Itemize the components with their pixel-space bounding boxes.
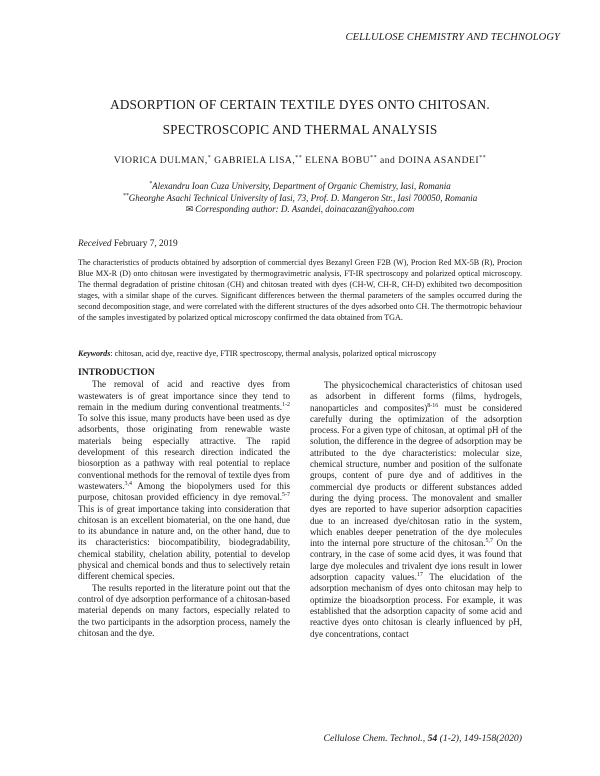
page-footer: [324, 733, 522, 744]
received-label: Received: [78, 239, 112, 249]
text-run: This is of great importance taking into consideration that chitosan is an excellent biomaterial, on the one hand, due to its abundance in nature and, on the other hand, due to its characteristics: biocompatibility, biodegradability, chemical stability, chelation ability, potential to develop physical and chemical bonds and thus to selectively retain different chemical species.: [78, 503, 290, 582]
citation: 17: [416, 572, 423, 579]
received-line: [78, 239, 178, 249]
text-run: The removal of acid and reactive dyes from wastewaters is of great importance since they tend to remain in the medium during conventional treatments.: [78, 379, 290, 412]
keywords: [78, 349, 538, 358]
affiliation-2-text: Gheorghe Asachi Technical University of Iasi, 73, Prof. D. Mangeron Str., Iasi 700050, Romania: [128, 192, 478, 203]
citation: 5,7: [485, 538, 494, 545]
author-2-mark: **: [295, 154, 303, 161]
author-4-mark: **: [479, 154, 487, 161]
abstract: The characteristics of products obtained by adsorption of commercial dyes Bezanyl Green F2B (W), Procion Red MX-5B (R), Procion Blue MX-R (D) onto chitosan were investigated by thermogravimetric analysis, FT-IR spectroscopy and polarized optical microscopy. The thermal degradation of pristine chitosan (CH) and chitosan treated with dyes (CH-W, CH-R, CH-D) exhibited two decomposition stages, with a similar shape of the curves. Significant differences between the thermal parameters of the samples occurred during the second decomposition stage, and were correlated with the different structures of the dyes adsorbed onto CH. The thermotropic behaviour of the samples investigated by polarized optical microscopy confirmed the data obtained from TGA.: [78, 258, 522, 322]
affiliation-1-mark: *: [149, 181, 153, 187]
footer-journal: Cellulose Chem. Technol.,: [323, 733, 428, 744]
author-1-mark: *: [207, 154, 212, 161]
paragraph: The results reported in the literature point out that the control of dye adsorption performance of a chitosan-based material depends on many factors, especially related to the two participants in the adsorption process, namely the chitosan and the dye.: [78, 582, 290, 638]
received-date: February 7, 2019: [111, 239, 178, 249]
paragraph: [78, 379, 290, 582]
citation: 8-16: [427, 402, 439, 409]
author-3-mark: **: [370, 154, 378, 161]
corresponding-author: [60, 204, 540, 216]
journal-header: CELLULOSE CHEMISTRY AND TECHNOLOGY: [345, 32, 560, 43]
affiliation-2: [60, 193, 540, 205]
author-1: VIORICA DULMAN,: [113, 155, 208, 166]
keywords-label: Keywords: [78, 349, 111, 358]
column-right: [310, 380, 522, 640]
paper-title: [60, 92, 540, 142]
corresponding-author-text: Corresponding author: D. Asandei, doinacazan@yahoo.com: [195, 204, 415, 214]
footer-pages: (1-2), 149-158(2020): [437, 733, 522, 744]
author-3: ELENA BOBU: [302, 155, 371, 166]
envelope-icon: ✉: [185, 204, 194, 214]
column-left: [78, 367, 290, 639]
title-line-1: ADSORPTION OF CERTAIN TEXTILE DYES ONTO CHITOSAN.: [110, 97, 490, 112]
affiliations: [60, 181, 540, 216]
keywords-list: : chitosan, acid dye, reactive dye, FTIR spectroscopy, thermal analysis, polarized optical microscopy: [110, 349, 437, 358]
affiliation-1: [60, 181, 540, 193]
affiliation-2-mark: **: [122, 192, 129, 199]
text-run: The physicochemical characteristics of chitosan used as adsorbent in different forms (films, hydrogels, nanoparticles and composites): [310, 380, 522, 413]
citation: 5-7: [282, 492, 290, 499]
author-2: GABRIELA LISA,: [211, 155, 296, 166]
section-heading-introduction: INTRODUCTION: [78, 367, 155, 378]
text-run: To solve this issue, many products have been used as dye adsorbents, those originating from renewable waste materials being especially attractive. The rapid development of this research direction indicated the biosorption as a pathway with real potential to replace conventional methods for the removal of textile dyes from wastewaters.: [78, 413, 290, 491]
text-run: must be considered carefully during the optimization of the adsorption process. For a given type of chitosan, at optimal pH of the solution, the difference in the degree of adsorption may be attributed to the dye characteristics: molecular size, chemical structure, number and position of the sulfonate groups, content of pure dye and of additives in the commercial dye products or different substances added during the dying process. The monovalent and smaller dyes are reported to have superior adsorption capacities due to an increased dye/chitosan ratio in the system, which enables deeper penetration of the dye molecules into the internal pore structure of the chitosan.: [310, 402, 522, 549]
title-line-2: SPECTROSCOPIC AND THERMAL ANALYSIS: [162, 122, 438, 137]
affiliation-1-text: Alexandru Ioan Cuza University, Department of Organic Chemistry, Iasi, Romania: [152, 181, 451, 191]
citation: 1-2: [282, 401, 290, 408]
author-4: and DOINA ASANDEI: [377, 155, 480, 166]
text-run: On the contrary, in the case of some acid dyes, it was found that large dye molecules and trivalent dye ions result in lower adsorption capacity values.: [310, 538, 522, 583]
text-run: Among the biopolymers used for this purpose, chitosan provided efficiency in dye removal.: [78, 480, 290, 503]
text-run: The elucidation of the adsorption mechanism of dyes onto chitosan may help to optimize the bioadsorption process. For example, it was established that the adsorption capacity of some acid and reactive dyes onto chitosan is clearly influenced by pH, dye concentrations, contact: [310, 572, 522, 639]
paragraph: [310, 380, 522, 640]
citation: 3,4: [124, 480, 132, 487]
footer-volume: 54: [427, 733, 438, 744]
author-list: [60, 155, 540, 166]
